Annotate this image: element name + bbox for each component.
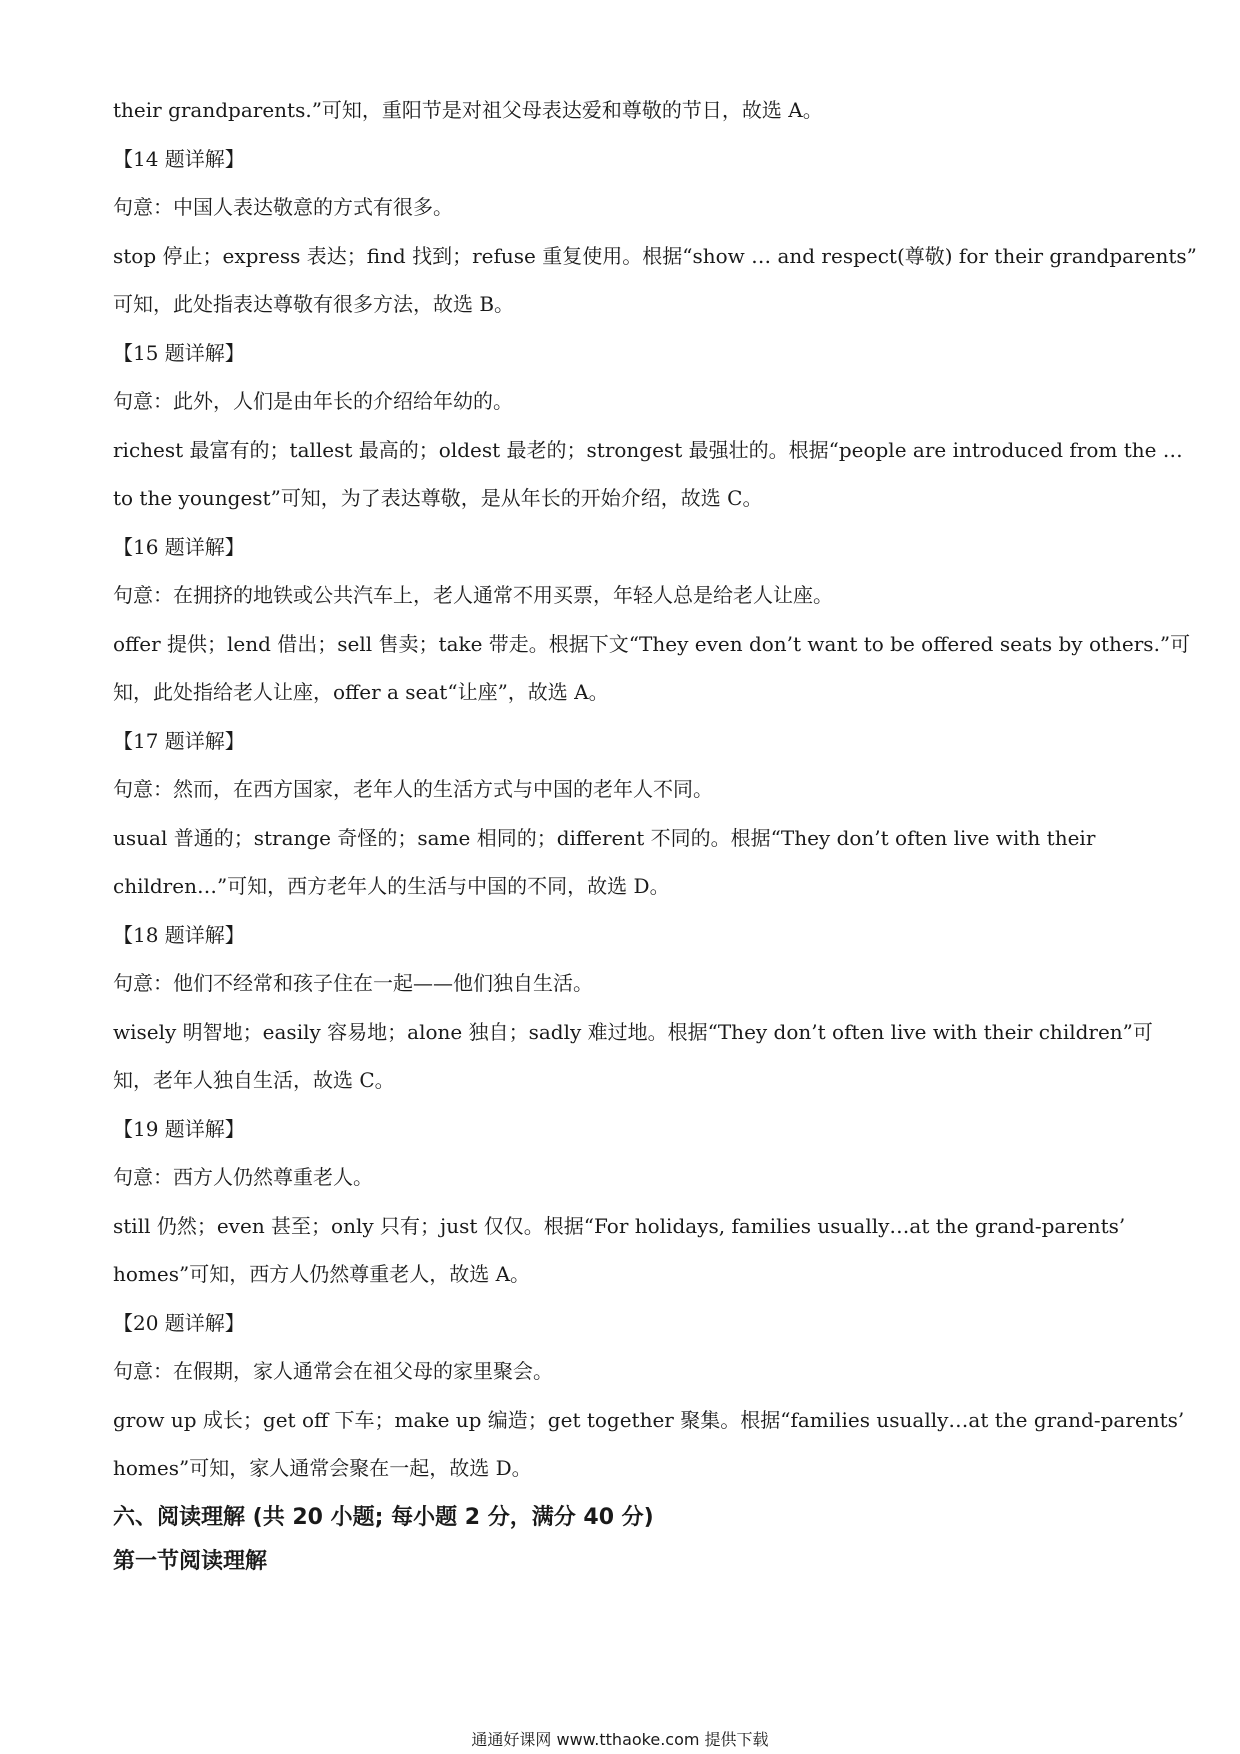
text-line-1: their grandparents.”可知，重阳节是对祖父母表达爱和尊敬的节日，故选 A。 [113, 98, 823, 122]
q19-sentence-meaning: 句意：西方人仍然尊重老人。 [113, 1165, 373, 1189]
q20-explanation-2: homes”可知，家人通常会聚在一起，故选 D。 [113, 1456, 532, 1480]
question-18-heading: 【18 题详解】 [113, 922, 245, 947]
q16-explanation-2: 知，此处指给老人让座，offer a seat“让座”，故选 A。 [113, 680, 609, 704]
section-subtitle: 第一节阅读理解 [113, 1548, 268, 1574]
question-20-heading: 【20 题详解】 [113, 1310, 245, 1335]
q18-sentence-meaning: 句意：他们不经常和孩子住在一起——他们独自生活。 [113, 971, 593, 995]
q15-explanation-1: richest 最富有的；tallest 最高的；oldest 最老的；strongest 最强壮的。根据“people are introduced from the … [113, 437, 1183, 462]
question-16-heading: 【16 题详解】 [113, 534, 245, 559]
q15-explanation-2: to the youngest”可知，为了表达尊敬，是从年长的开始介绍，故选 C。 [113, 486, 763, 510]
q15-sentence-meaning: 句意：此外，人们是由年长的介绍给年幼的。 [113, 389, 513, 413]
q18-explanation-2: 知，老年人独自生活，故选 C。 [113, 1068, 395, 1092]
document-body [113, 96, 1197, 1591]
q14-sentence-meaning: 句意：中国人表达敬意的方式有很多。 [113, 195, 453, 219]
q14-explanation-2: 可知，此处指表达尊敬有很多方法，故选 B。 [113, 292, 515, 316]
q17-explanation-1: usual 普通的；strange 奇怪的；same 相同的；different 不同的。根据“They don’t often live with their [113, 825, 1096, 850]
q17-explanation-2: children…”可知，西方老年人的生活与中国的不同，故选 D。 [113, 874, 670, 898]
q16-explanation-1: offer 提供；lend 借出；sell 售卖；take 带走。根据下文“They even don’t want to be offered seats by others.”可 [113, 631, 1191, 656]
q18-explanation-1: wisely 明智地；easily 容易地；alone 独自；sadly 难过地。根据“They don’t often live with their children”可 [113, 1019, 1153, 1044]
section-title: 六、阅读理解 (共 20 小题; 每小题 2 分，满分 40 分) [113, 1504, 654, 1530]
q19-explanation-2: homes”可知，西方人仍然尊重老人，故选 A。 [113, 1262, 531, 1286]
q17-sentence-meaning: 句意：然而，在西方国家，老年人的生活方式与中国的老年人不同。 [113, 777, 713, 801]
page-footer: 通通好课网 www.tthaoke.com 提供下载 [471, 1730, 769, 1749]
q14-explanation-1: stop 停止；express 表达；find 找到；refuse 重复使用。根据“show … and respect(尊敬) for their grandparents” [113, 243, 1197, 268]
q20-sentence-meaning: 句意：在假期，家人通常会在祖父母的家里聚会。 [113, 1359, 553, 1383]
q16-sentence-meaning: 句意：在拥挤的地铁或公共汽车上，老人通常不用买票，年轻人总是给老人让座。 [113, 583, 833, 607]
question-17-heading: 【17 题详解】 [113, 728, 245, 753]
question-14-heading: 【14 题详解】 [113, 146, 245, 171]
question-19-heading: 【19 题详解】 [113, 1116, 245, 1141]
q19-explanation-1: still 仍然；even 甚至；only 只有；just 仅仅。根据“For holidays, families usually…at the grand-parents’ [113, 1213, 1126, 1238]
q20-explanation-1: grow up 成长；get off 下车；make up 编造；get together 聚集。根据“families usually…at the grand-parents’ [113, 1407, 1185, 1432]
question-15-heading: 【15 题详解】 [113, 340, 245, 365]
